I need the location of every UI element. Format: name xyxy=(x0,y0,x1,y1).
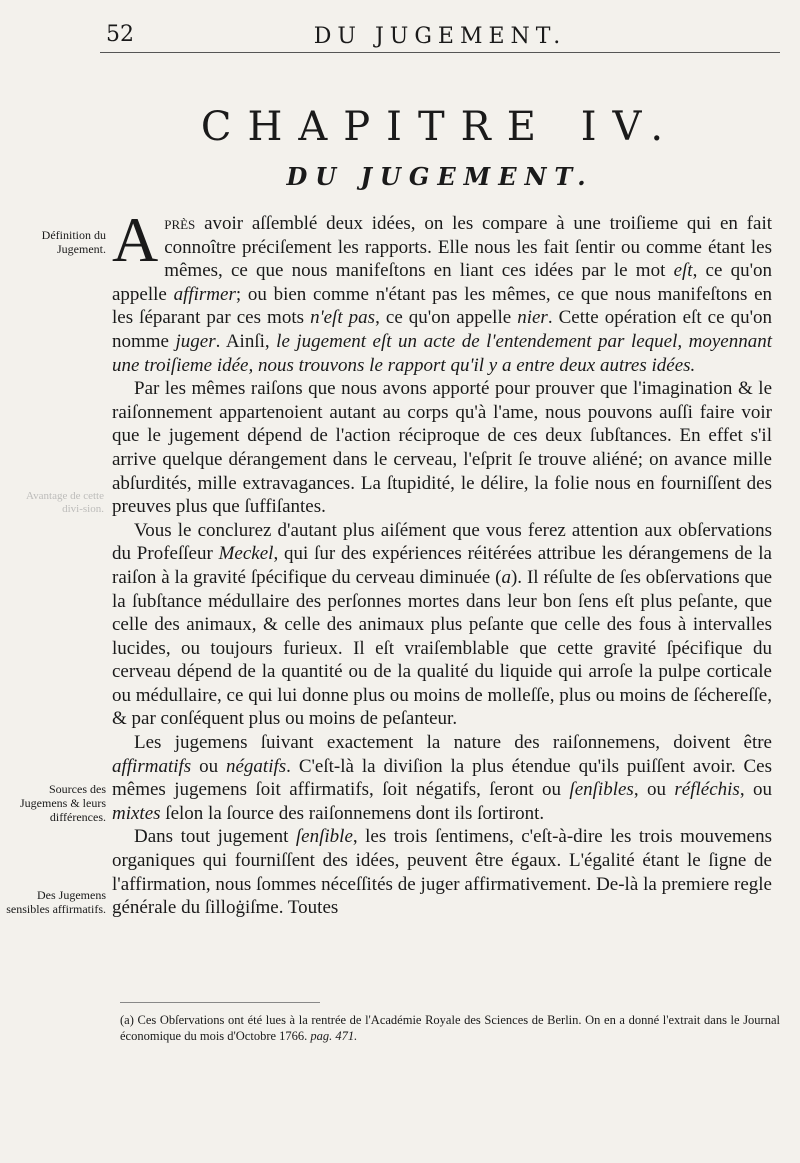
running-title: DU JUGEMENT. xyxy=(313,24,567,49)
drop-cap: A xyxy=(112,204,159,275)
chapter-title: CHAPITRE IV. xyxy=(200,104,680,150)
definition-italic: le jugement eſt un acte de l'entendement par lequel, moyennant une troiſieme idée, nous trouvons le rapport qu'il y a entre deux autres idées. xyxy=(112,330,773,376)
paragraph-5: Dans tout jugement ſenſible, les trois ſentimens, c'eſt-à-dire les trois mouvemens organiques qui fourniſſent des idées, peuvent être égaux. L'égalité étant le ſigne de l'affirmation, nous ſommes néceſſités de juger affirmativement. De-là la premiere regle générale du ſilloġiſme. Toutes xyxy=(112,826,772,919)
margin-note-sensibles: Des Jugemens sensibles affirmatifs. xyxy=(6,888,106,916)
bleed-through-text: Avantage de cette divi-sion. xyxy=(26,490,104,515)
paragraph-1: Après avoir aſſemblé deux idées, on les compare à une troiſieme qui en fait connoître préciſement les rapports. Elle nous les fait ſentir ou comme étant les mêmes, ce que nous manifeſtons en liant ces idées par le mot eſt, ce qu'on appelle affirmer; ou bien comme n'étant pas les mêmes, ce que nous manifeſtons en les ſéparant par ces mots n'eſt pas, ce qu'on appelle nier. Cette opération eſt ce qu'on nomme juger. Ainſi, le jugement eſt un acte de l'entendement par lequel, moyennant une troiſieme idée, nous trouvons le rapport qu'il y a entre deux autres idées. xyxy=(112,204,773,376)
paragraph-3: Vous le conclurez d'autant plus aiſément que vous ferez attention aux obſervations du Profeſſeur Meckel, qui ſur des expériences réitérées attribue les dérangemens de la raiſon à la gravité ſpécifique du cerveau diminuée (a). Il réſulte de ſes obſervations que la ſubſtance médullaire des perſonnes mortes dans leur bon ſens eſt plus peſante, que celle des animaux, & celle des animaux plus peſante que celle des fous à intervalles lucides, ou toujours furieux. Il eſt vraiſemblable que cette gravité ſpécifique du cerveau dépend de la quantité ou de la qualité du liquide qui arroſe la pulpe corticale ou médullaire, ce qui lui donne plus ou moins de molleſſe, plus ou moins de ſéchereſſe, & par conſéquent plus ou moins de peſanteur. xyxy=(112,519,772,730)
footnote-ref: a xyxy=(501,566,511,588)
paragraph-4: Les jugemens ſuivant exactement la nature des raiſonnemens, doivent être affirmatifs ou négatifs. C'eſt-là la diviſion la plus étendue qu'ils puiſſent avoir. Ces mêmes jugemens ſoit affirmatifs, ſoit négatifs, ſeront ou ſenſibles, ou réfléchis, ou mixtes ſelon la ſource des raiſonnemens dont ils ſortiront. xyxy=(112,732,772,824)
footnote: (a) Ces Obſervations ont été lues à la rentrée de l'Académie Royale des Sciences de Berlin. On en a donné l'extrait dans le Journal économique du mois d'Octobre 1766. pag. 471. xyxy=(120,1013,780,1043)
paragraph-2: Par les mêmes raiſons que nous avons apporté pour prouver que l'imagination & le raiſonnement appartenoient autant au corps qu'à l'ame, nous pouvons auſſi faire voir que le jugement dépend de l'action réciproque de ces deux ſubſtances. En effet s'il arrive quelque dérangement dans le cerveau, l'eſprit ſe trouve aliéné; on avance mille abſurdités, mille extravagances. La ſtupidité, le délire, la folie nous en fourniſſent des preuves plus que ſuffiſantes. xyxy=(112,378,772,518)
footnote-divider xyxy=(120,1002,320,1003)
page-header xyxy=(100,18,780,53)
chapter-subtitle: DU JUGEMENT. xyxy=(286,162,594,191)
margin-note-definition: Définition du Jugement. xyxy=(41,228,106,256)
page-number: 52 xyxy=(106,22,134,47)
margin-note-sources: Sources des Jugemens & leurs différences. xyxy=(20,782,106,824)
body-text xyxy=(112,204,773,920)
